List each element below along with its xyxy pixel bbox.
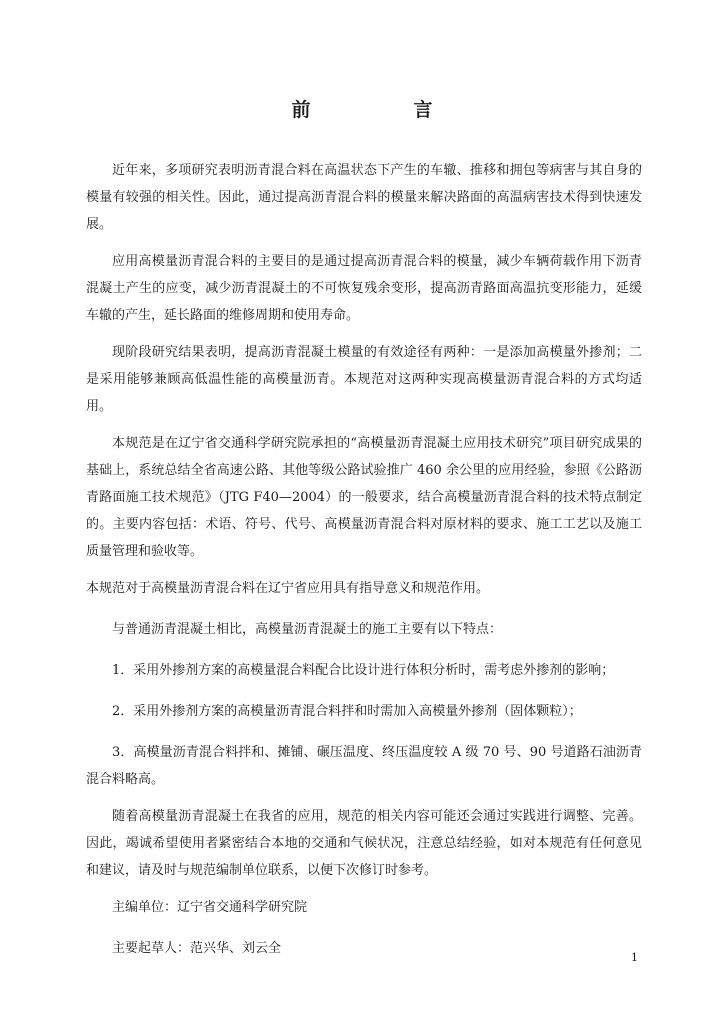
paragraph-intro: 近年来，多项研究表明沥青混合料在高温状态下产生的车辙、推移和拥包等病害与其自身的模量有较强的相关性。因此，通过提高沥青混合料的模量来解决路面的高温病害技术得到快速发展。 [86,163,642,232]
chief-editor-unit: 主编单位：辽宁省交通科学研究院 [112,900,308,915]
paragraph-research-results: 现阶段研究结果表明，提高沥青混凝土模量的有效途径有两种：一是添加高模量外掺剂；二是采用能够兼顾高低温性能的高模量沥青。本规范对这两种实现高模量沥青混合料的方式均适用。 [86,345,642,414]
page-title: 前 言 [291,99,475,121]
feature-item-2: 2．采用外掺剂方案的高模量沥青混合料拌和时需加入高模量外掺剂（固体颗粒）； [112,704,582,719]
paragraph-significance: 本规范对于高模量沥青混合料在辽宁省应用具有指导意义和规范作用。 [86,581,490,596]
paragraph-features-intro: 与普通沥青混凝土相比，高模量沥青混凝土的施工主要有以下特点： [112,622,503,637]
feature-item-1: 1．采用外掺剂方案的高模量混合料配合比设计进行体积分析时，需考虑外掺剂的影响； [112,663,615,678]
paragraph-basis: 本规范是在辽宁省交通科学研究院承担的“高模量沥青混凝土应用技术研究”项目研究成果的基础上，系统总结全省高速公路、其他等级公路试验推广 460 余公里的应用经验，参照《公路沥青路面施工技术规范》（JTG F40—2004）的一般要求，结合高模量沥青混合料的技术特点制定的。主要内容包括：术语、符号、代号、高模量沥青混合料对原材料的要求、施工工艺以及施工质量管理和验收等。 [86,436,642,559]
document-body [86,157,642,976]
paragraph-purpose: 应用高模量沥青混合料的主要目的是通过提高沥青混合料的模量，减少车辆荷载作用下沥青混凝土产生的应变，减少沥青混凝土的不可恢复残余变形，提高沥青路面高温抗变形能力，延缓车辙的产生，延长路面的维修周期和使用寿命。 [86,254,642,323]
paragraph-feedback: 随着高模量沥青混凝土在我省的应用，规范的相关内容可能还会通过实践进行调整、完善。因此，竭诚希望使用者紧密结合本地的交通和气候状况，注意总结经验，如对本规范有任何意见和建议，请及时与规范编制单位联系，以便下次修订时参考。 [86,809,642,878]
main-drafters: 主要起草人：范兴华、刘云全 [112,941,282,956]
feature-item-3: 3．高模量沥青混合料拌和、摊铺、碾压温度、终压温度较 A 级 70 号、90 号道路石油沥青混合料略高。 [86,745,642,787]
page-number: 1 [631,951,638,964]
